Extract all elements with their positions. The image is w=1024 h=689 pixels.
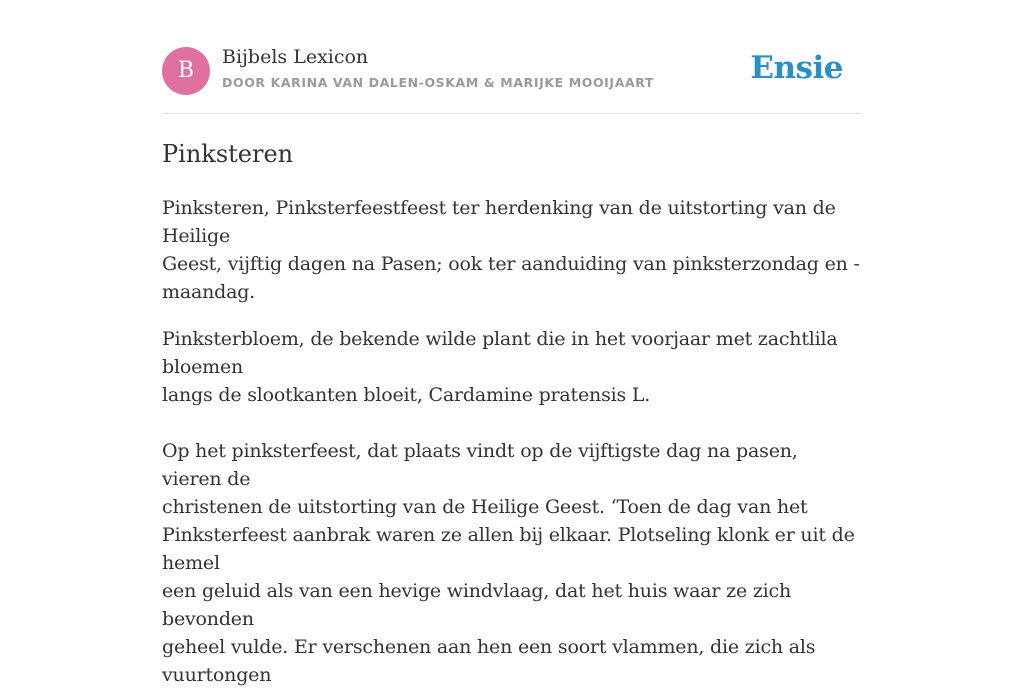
entry-title: Pinksteren bbox=[162, 140, 294, 168]
header bbox=[162, 0, 862, 114]
ensie-logo[interactable]: Ensie bbox=[750, 50, 843, 86]
source-avatar[interactable]: B bbox=[162, 47, 210, 95]
source-title[interactable]: Bijbels Lexicon bbox=[222, 46, 369, 68]
source-authors: DOOR KARINA VAN DALEN-OSKAM & MARIJKE MOOIJAART bbox=[222, 75, 655, 90]
entry-paragraph: Pinksterbloem, de bekende wilde plant die in het voorjaar met zachtlila bloemen langs de slootkanten bloeit, Cardamine pratensis L. Op het pinksterfeest, dat plaats vindt op de vijftigste dag na pasen, vieren de christenen de uitstorting van de Heilige Geest. ‘Toen de dag van het Pinksterfeest aanbrak waren ze allen bij elkaar. Plotseling klonk er uit de hemel een geluid als van een hevige windvlaag, dat het huis waar ze zich bevonden geheel vulde. Er verschenen aan hen een soort vlammen, die zich als vuurtongen bbox=[162, 328, 855, 686]
content-container bbox=[162, 0, 862, 689]
entry-paragraph: Pinksteren, Pinksterfeestfeest ter herdenking van de uitstorting van de Heilige Geest, vijftig dagen na Pasen; ook ter aanduiding van pinksterzondag en - maandag. bbox=[162, 197, 860, 303]
